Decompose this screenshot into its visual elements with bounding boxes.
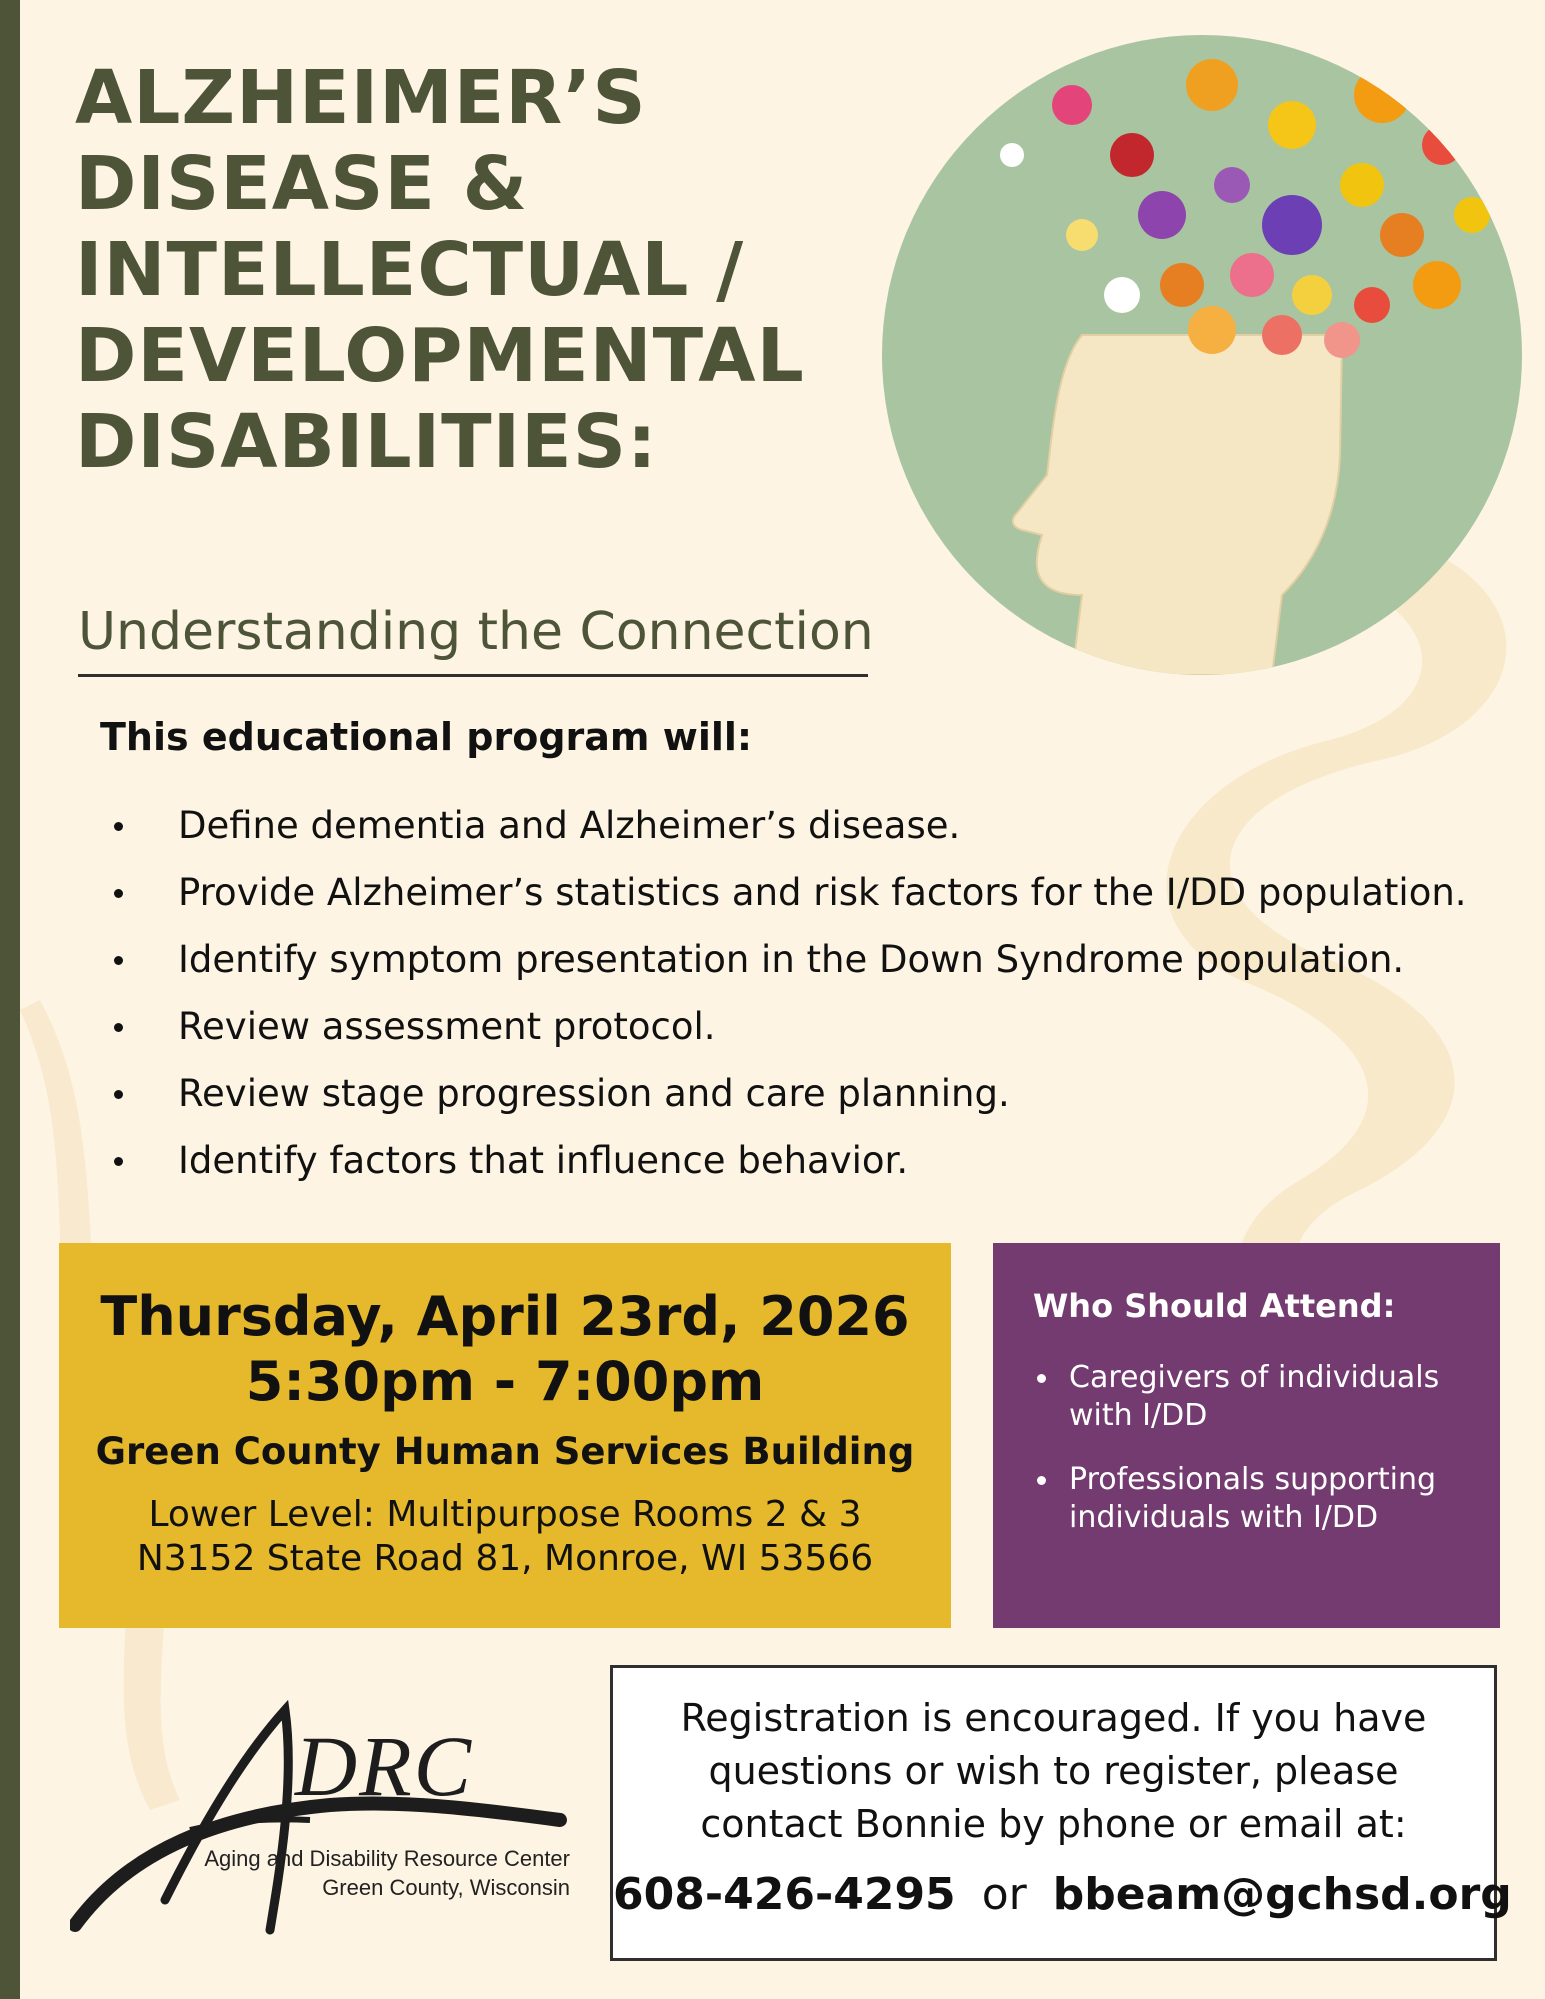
- list-item-text: Professionals supporting individuals with I/DD: [1069, 1462, 1437, 1535]
- program-heading: This educational program will:: [100, 715, 753, 759]
- title-line: DISEASE &: [75, 141, 529, 227]
- registration-contact: [613, 1869, 1512, 1920]
- list-item: [110, 1060, 1467, 1127]
- attend-list: [1033, 1359, 1500, 1537]
- program-goals-list: [110, 792, 1467, 1194]
- event-details-box: [59, 1243, 951, 1628]
- phone-number[interactable]: 608-426-4295: [613, 1869, 956, 1920]
- registration-text: Registration is encouraged. If you have questions or wish to register, please contact Bonnie by phone or email at:: [680, 1696, 1427, 1846]
- bullet-icon: [114, 889, 123, 898]
- list-item: [110, 1127, 1467, 1194]
- list-item-text: Identify factors that influence behavior.: [178, 1139, 909, 1182]
- title-line: DISABILITIES:: [75, 399, 658, 485]
- title-line: DEVELOPMENTAL: [75, 313, 805, 399]
- bullet-icon: [114, 1090, 123, 1099]
- list-item-text: Identify symptom presentation in the Down Syndrome population.: [178, 938, 1405, 981]
- head-with-flowers-icon: [882, 35, 1522, 675]
- list-item: [110, 993, 1467, 1060]
- bullet-icon: [1037, 1374, 1046, 1383]
- attend-heading: Who Should Attend:: [1033, 1287, 1396, 1325]
- list-item: [110, 792, 1467, 859]
- title-line: INTELLECTUAL /: [75, 227, 745, 313]
- list-item-text: Define dementia and Alzheimer’s disease.: [178, 804, 961, 847]
- title-line: ALZHEIMER’S: [75, 55, 647, 141]
- list-item-text: Review assessment protocol.: [178, 1005, 716, 1048]
- or-separator: or: [981, 1869, 1027, 1920]
- bullet-icon: [114, 1023, 123, 1032]
- adrc-logo: [70, 1700, 570, 1940]
- list-item-text: Review stage progression and care planning.: [178, 1072, 1010, 1115]
- event-address: N3152 State Road 81, Monroe, WI 53566: [136, 1538, 874, 1579]
- list-item: [110, 926, 1467, 993]
- bullet-icon: [114, 1157, 123, 1166]
- bullet-icon: [114, 956, 123, 965]
- event-time: 5:30pm - 7:00pm: [245, 1350, 765, 1413]
- list-item: [110, 859, 1467, 926]
- bullet-icon: [114, 822, 123, 831]
- subtitle: Understanding the Connection: [78, 602, 868, 677]
- list-item: [1033, 1359, 1500, 1435]
- svg-text:DRC: DRC: [295, 1718, 473, 1814]
- bullet-icon: [1037, 1476, 1046, 1485]
- list-item-text: Provide Alzheimer’s statistics and risk factors for the I/DD population.: [178, 871, 1467, 914]
- list-item-text: Caregivers of individuals with I/DD: [1069, 1360, 1440, 1433]
- logo-org-name: Aging and Disability Resource Center: [204, 1846, 570, 1871]
- event-date: Thursday, April 23rd, 2026: [100, 1285, 910, 1348]
- email-link[interactable]: bbeam@gchsd.org: [1052, 1869, 1512, 1920]
- logo-location: Green County, Wisconsin: [322, 1875, 570, 1900]
- event-venue: Green County Human Services Building: [95, 1430, 915, 1473]
- adrc-logo-icon: [70, 1700, 570, 1940]
- who-should-attend-box: [993, 1243, 1500, 1628]
- event-room: Lower Level: Multipurpose Rooms 2 & 3: [148, 1494, 862, 1535]
- list-item: [1033, 1461, 1500, 1537]
- registration-box: [610, 1665, 1512, 1961]
- page-title: [75, 55, 895, 485]
